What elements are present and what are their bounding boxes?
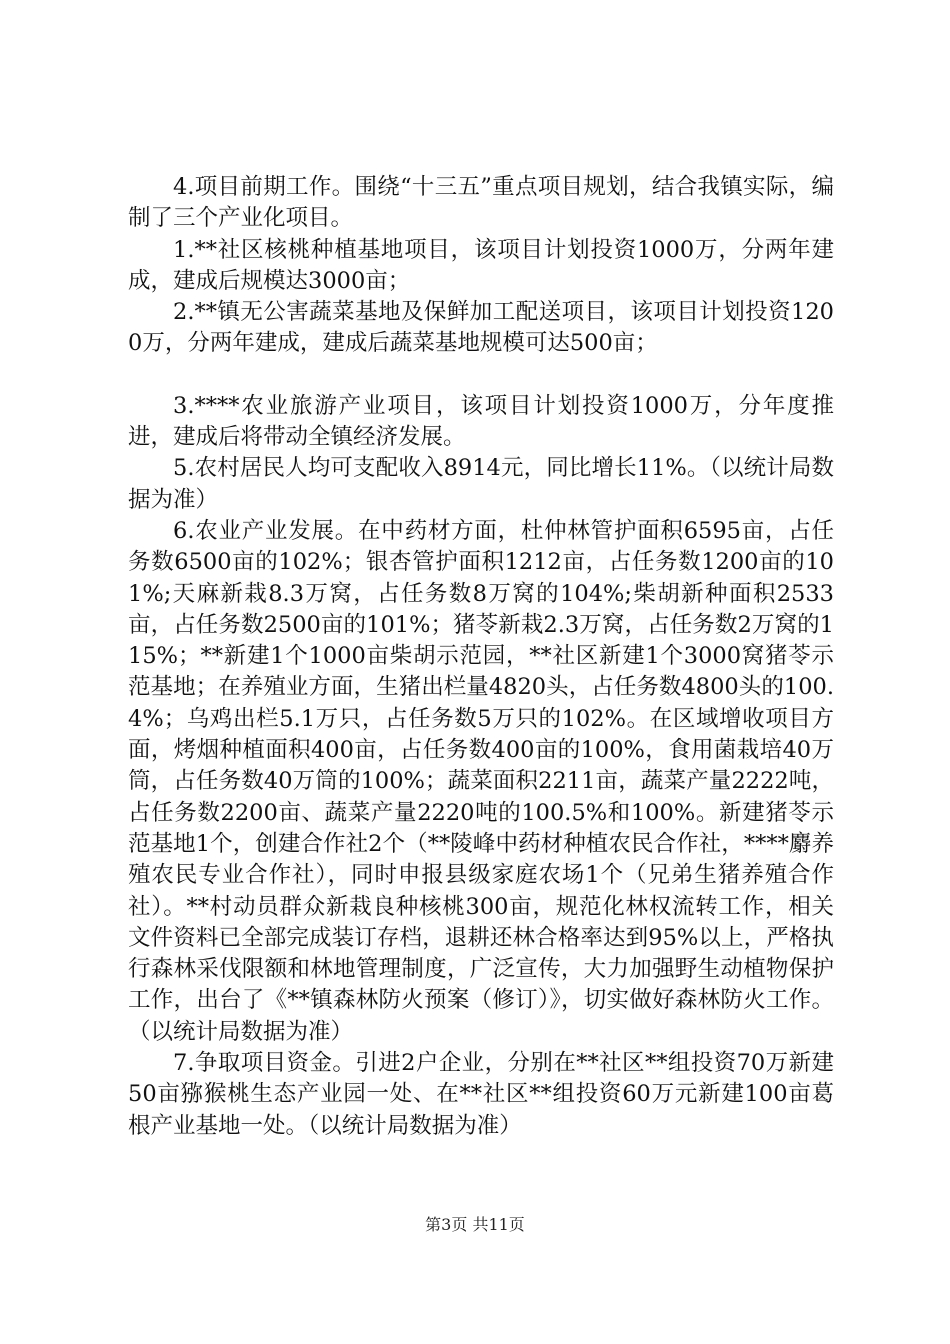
paragraph-walnut-project: 1.**社区核桃种植基地项目，该项目计划投资1000万，分两年建成，建成后规模达3000亩；	[128, 236, 834, 294]
blank-line	[128, 360, 834, 391]
document-body	[128, 172, 834, 1142]
paragraph-project-preparation: 4.项目前期工作。围绕“十三五”重点项目规划，结合我镇实际，编制了三个产业化项目。	[128, 174, 834, 232]
page-number-footer: 第3页 共11页	[425, 1215, 525, 1234]
paragraph-income: 5.农村居民人均可支配收入8914元，同比增长11%。（以统计局数据为准）	[128, 455, 834, 513]
paragraph-tourism-project: 3.****农业旅游产业项目，该项目计划投资1000万，分年度推进，建成后将带动全镇经济发展。	[128, 392, 834, 451]
paragraph-vegetable-project: 2.**镇无公害蔬菜基地及保鲜加工配送项目，该项目计划投资1200万，分两年建成，建成后蔬菜基地规模可达500亩；	[128, 299, 834, 357]
paragraph-project-funds: 7.争取项目资金。引进2户企业，分别在**社区**组投资70万新建50亩猕猴桃生态产业园一处、在**社区**组投资60万元新建100亩葛根产业基地一处。（以统计局数据为准）	[128, 1050, 834, 1139]
paragraph-agriculture-development: 6.农业产业发展。在中药材方面，杜仲林管护面积6595亩，占任务数6500亩的102%；银杏管护面积1212亩，占任务数1200亩的101%;天麻新栽8.3万窝，占任务数8万窝的104%;柴胡新种面积2533亩，占任务数2500亩的101%；猪苓新栽2.3万窝，占任务数2万窝的115%；**新建1个1000亩柴胡示范园，**社区新建1个3000窝猪苓示范基地；在养殖业方面，生猪出栏量4820头，占任务数4800头的100.4%；乌鸡出栏5.1万只，占任务数5万只的102%。在区域增收项目方面，烤烟种植面积400亩，占任务数400亩的100%，食用菌栽培40万筒，占任务数40万筒的100%；蔬菜面积2211亩，蔬菜产量2222吨，占任务数2200亩、蔬菜产量2220吨的100.5%和100%。新建猪苓示范基地1个，创建合作社2个（**陵峰中药材种植农民合作社，****麝养殖农民专业合作社），同时申报县级家庭农场1个（兄弟生猪养殖合作社）。**村动员群众新栽良种核桃300亩，规范化林权流转工作，相关文件资料已全部完成装订存档，退耕还林合格率达到95%以上，严格执行森林采伐限额和林地管理制度，广泛宣传，大力加强野生动植物保护工作，出台了《**镇森林防火预案（修订）》，切实做好森林防火工作。（以统计局数据为准）	[128, 517, 834, 1045]
